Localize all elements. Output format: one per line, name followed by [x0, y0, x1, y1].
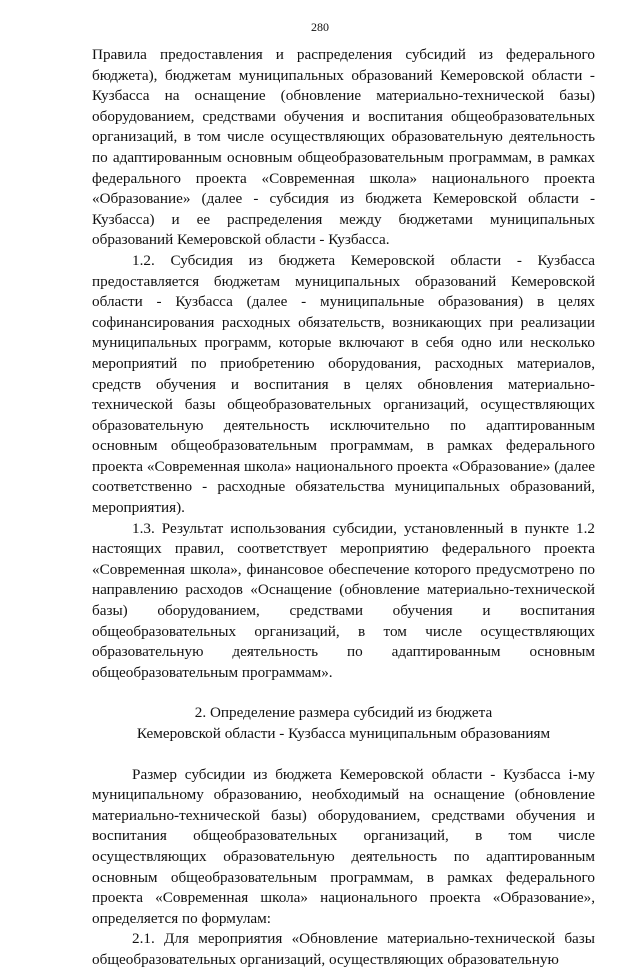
paragraph-subsidy-size: Размер субсидии из бюджета Кемеровской области - Кузбасса i-му муниципальному образованию, необходимый на оснащение (обновление материально-технической базы) оборудованием, средствами обучения и воспитания общеобразовательных организаций, в том числе осуществляющих образовательную деятельность по адаптированным основным общеобразовательным программам, в рамках федерального проекта «Современная школа» национального проекта «Образование», определяется по формулам:: [92, 765, 595, 927]
paragraph-2-1: 2.1. Для мероприятия «Обновление материально-технической базы общеобразовательных организаций, осуществляющих образовательную: [92, 930, 595, 968]
paragraph-1-2: 1.2. Субсидия из бюджета Кемеровской области - Кузбасса предоставляется бюджетам муниципальных образований Кемеровской области - Кузбасса (далее - муниципальные образования) в целях софинансирования расходных обязательств, возникающих при реализации муниципальных программ, которые включают в себя одно или несколько мероприятий по приобретению оборудования, расходных материалов, средств обучения и воспитания в целях обновления материально-технической базы общеобразовательных организаций, осуществляющих образовательную деятельность исключительно по адаптированным основным общеобразовательным программам, в рамках федерального проекта «Современная школа» национального проекта «Образование» (далее соответственно - расходные обязательства муниципальных образований, мероприятия).: [92, 251, 595, 517]
paragraph-continuation: Правила предоставления и распределения субсидий из федерального бюджета), бюджетам муниципальных образований Кемеровской области - Кузбасса на оснащение (обновление материально-технической базы) оборудованием, средствами обучения и воспитания общеобразовательных организаций, в том числе осуществляющих образовательную деятельность по адаптированным основным общеобразовательным программам, в рамках федерального проекта «Современная школа» национального проекта «Образование» (далее - субсидия из бюджета Кемеровской области - Кузбасса) и ее распределения между бюджетами муниципальных образований Кемеровской области - Кузбасса.: [92, 46, 595, 249]
document-body: [92, 45, 595, 971]
section-heading-line-1: 2. Определение размера субсидий из бюджета: [194, 704, 493, 722]
paragraph-1-3: 1.3. Результат использования субсидии, установленный в пункте 1.2 настоящих правил, соответствует мероприятию федерального проекта «Современная школа», финансовое обеспечение которого предусмотрено по направлению расходов «Оснащение (обновление материально-технической базы) оборудованием, средствами обучения и воспитания общеобразовательных организаций, в том числе осуществляющих образовательную деятельность по адаптированным основным общеобразовательным программам».: [92, 519, 595, 681]
section-heading-line-2: Кемеровской области - Кузбасса муниципальным образованиям: [136, 725, 551, 742]
page-number: 280: [311, 20, 329, 34]
